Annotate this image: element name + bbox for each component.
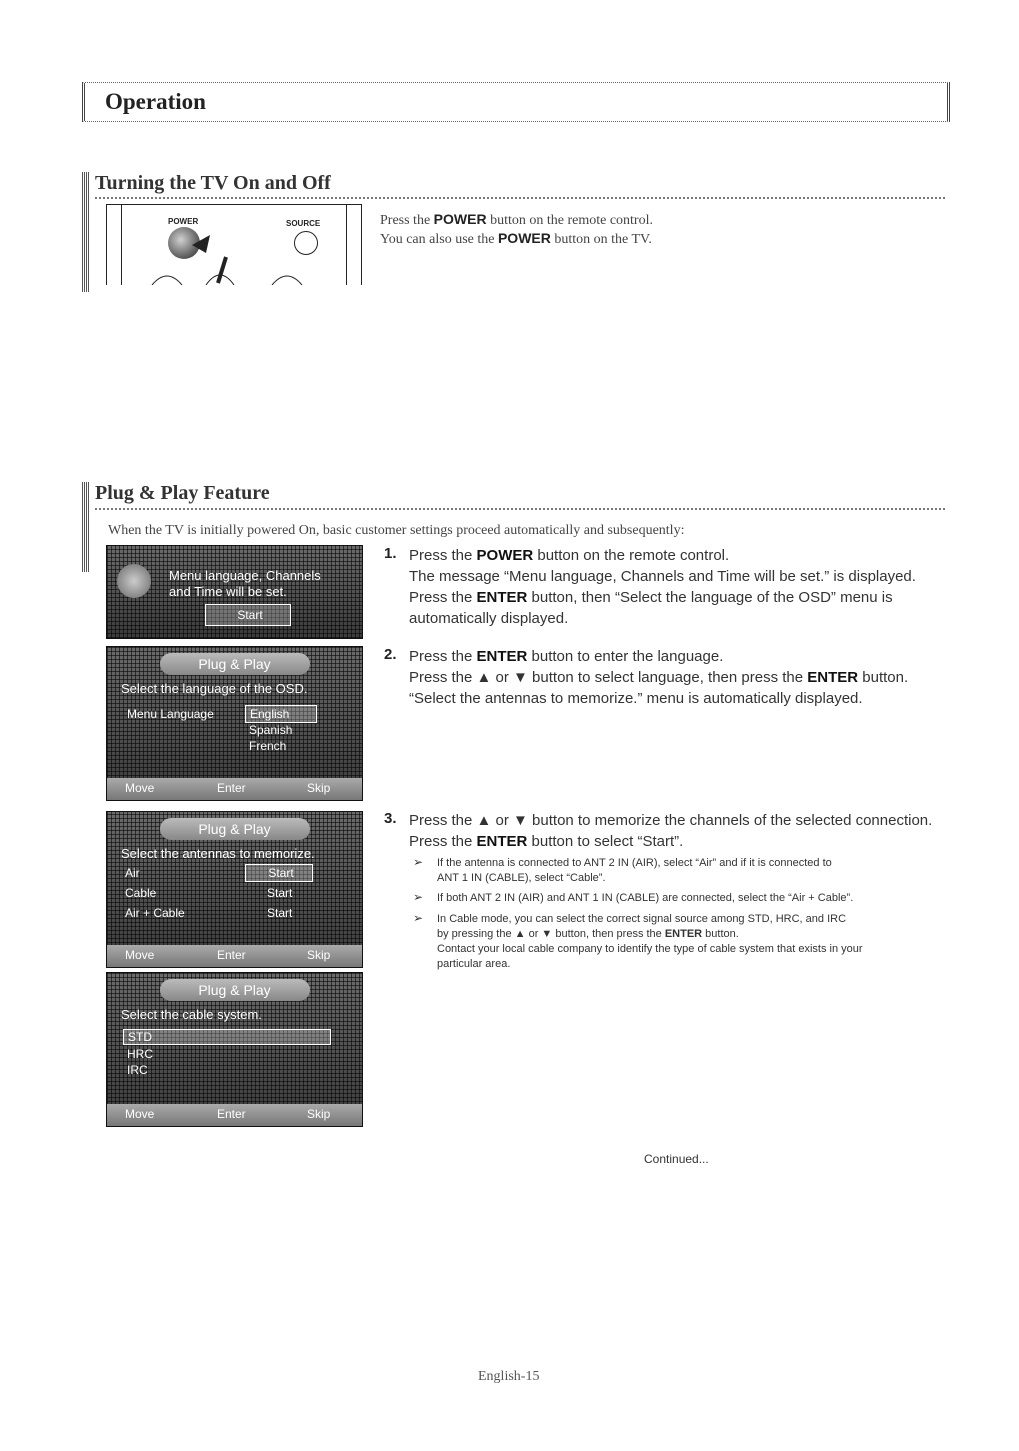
section2-sidebar: [82, 482, 90, 572]
osd3-footer: [107, 945, 362, 967]
osd-screen-4: [106, 972, 363, 1127]
osd2-title: Plug & Play: [160, 653, 310, 675]
osd-screen-3: [106, 811, 363, 968]
note-arrow-icon: ➢: [413, 890, 424, 904]
step-2-number: 2.: [384, 646, 397, 663]
osd4-footer: [107, 1104, 362, 1126]
section1-title: Turning the TV On and Off: [95, 172, 331, 194]
osd2-footer-enter: Enter: [217, 781, 246, 795]
section2-rule: [95, 508, 945, 510]
osd4-footer-move: Move: [125, 1107, 155, 1121]
osd3-air-cable-start: Start: [267, 906, 293, 920]
step-3-number: 3.: [384, 810, 397, 827]
osd3-prompt: Select the antennas to memorize.: [121, 846, 315, 861]
osd-screen-1: [106, 545, 363, 639]
osd1-message-line2: and Time will be set.: [169, 584, 287, 599]
section1-line1: Press the POWER button on the remote control.: [380, 211, 653, 228]
remote-illustration: [106, 204, 362, 285]
continued-label: Continued...: [644, 1152, 709, 1166]
osd3-title: Plug & Play: [160, 818, 310, 840]
osd4-prompt: Select the cable system.: [121, 1007, 262, 1022]
osd4-option-irc: IRC: [127, 1063, 148, 1077]
osd2-footer: [107, 778, 362, 800]
osd3-footer-move: Move: [125, 948, 155, 962]
osd2-option-french: French: [249, 739, 287, 753]
osd2-footer-move: Move: [125, 781, 155, 795]
osd3-row-air: Air: [125, 866, 140, 880]
section1-line2: You can also use the POWER button on the TV.: [380, 230, 652, 247]
step-2-text: Press the ENTER button to enter the language. Press the ▲ or ▼ button to select language, then press the ENTER button. “Select the antennas to memorize.” menu is automatically displayed.: [409, 648, 909, 707]
page-header-title: Operation: [105, 89, 206, 114]
osd1-start-button: Start: [205, 604, 291, 626]
osd4-footer-skip: Skip: [307, 1107, 331, 1121]
osd4-option-std: STD: [123, 1029, 331, 1045]
osd3-footer-skip: Skip: [307, 948, 331, 962]
section1-sidebar: [82, 172, 90, 292]
section2-title: Plug & Play Feature: [95, 482, 270, 504]
note-2: If both ANT 2 IN (AIR) and ANT 1 IN (CABLE) are connected, select the “Air + Cable”.: [437, 892, 854, 904]
osd-screen-2: [106, 646, 363, 801]
osd3-row-cable: Cable: [125, 886, 157, 900]
note-arrow-icon: ➢: [413, 911, 424, 925]
header-box: [82, 82, 950, 122]
osd1-message-line1: Menu language, Channels: [169, 568, 321, 583]
step-1-number: 1.: [384, 545, 397, 562]
section1-rule: [95, 197, 945, 199]
osd3-air-start: Start: [245, 864, 313, 882]
osd2-prompt: Select the language of the OSD.: [121, 681, 308, 696]
osd4-option-hrc: HRC: [127, 1047, 153, 1061]
remote-power-label: POWER: [168, 217, 199, 226]
note-arrow-icon: ➢: [413, 855, 424, 869]
note-3: In Cable mode, you can select the correct signal source among STD, HRC, and IRC by pressing the ▲ or ▼ button, then press the ENTER button. Contact your local cable company to identify the type of cable system that exists in your particular area.: [437, 913, 863, 970]
osd2-option-spanish: Spanish: [249, 723, 293, 737]
osd4-footer-enter: Enter: [217, 1107, 246, 1121]
remote-source-label: SOURCE: [286, 219, 321, 228]
osd3-cable-start: Start: [267, 886, 293, 900]
plug-play-icon: [117, 564, 151, 598]
osd2-option-english: English: [245, 705, 317, 723]
step-1-text: Press the POWER button on the remote control. The message “Menu language, Channels and Time will be set.” is displayed. Press the ENTER button, then “Select the language of the OSD” menu is automatically displayed.: [409, 547, 916, 627]
section2-intro: When the TV is initially powered On, basic customer settings proceed automatically and subsequently:: [108, 523, 685, 538]
hand-pointer-icon: [122, 205, 346, 285]
note-1: If the antenna is connected to ANT 2 IN (AIR), select “Air” and if it is connected to ANT 1 IN (CABLE), select “Cable”.: [437, 857, 832, 884]
osd3-row-air-cable: Air + Cable: [125, 906, 185, 920]
osd3-footer-enter: Enter: [217, 948, 246, 962]
osd2-label: Menu Language: [127, 707, 214, 721]
osd4-title: Plug & Play: [160, 979, 310, 1001]
step-3-text: Press the ▲ or ▼ button to memorize the channels of the selected connection. Press the ENTER button to select “Start”.: [409, 812, 933, 850]
page-number: English-15: [478, 1369, 540, 1384]
osd2-footer-skip: Skip: [307, 781, 331, 795]
